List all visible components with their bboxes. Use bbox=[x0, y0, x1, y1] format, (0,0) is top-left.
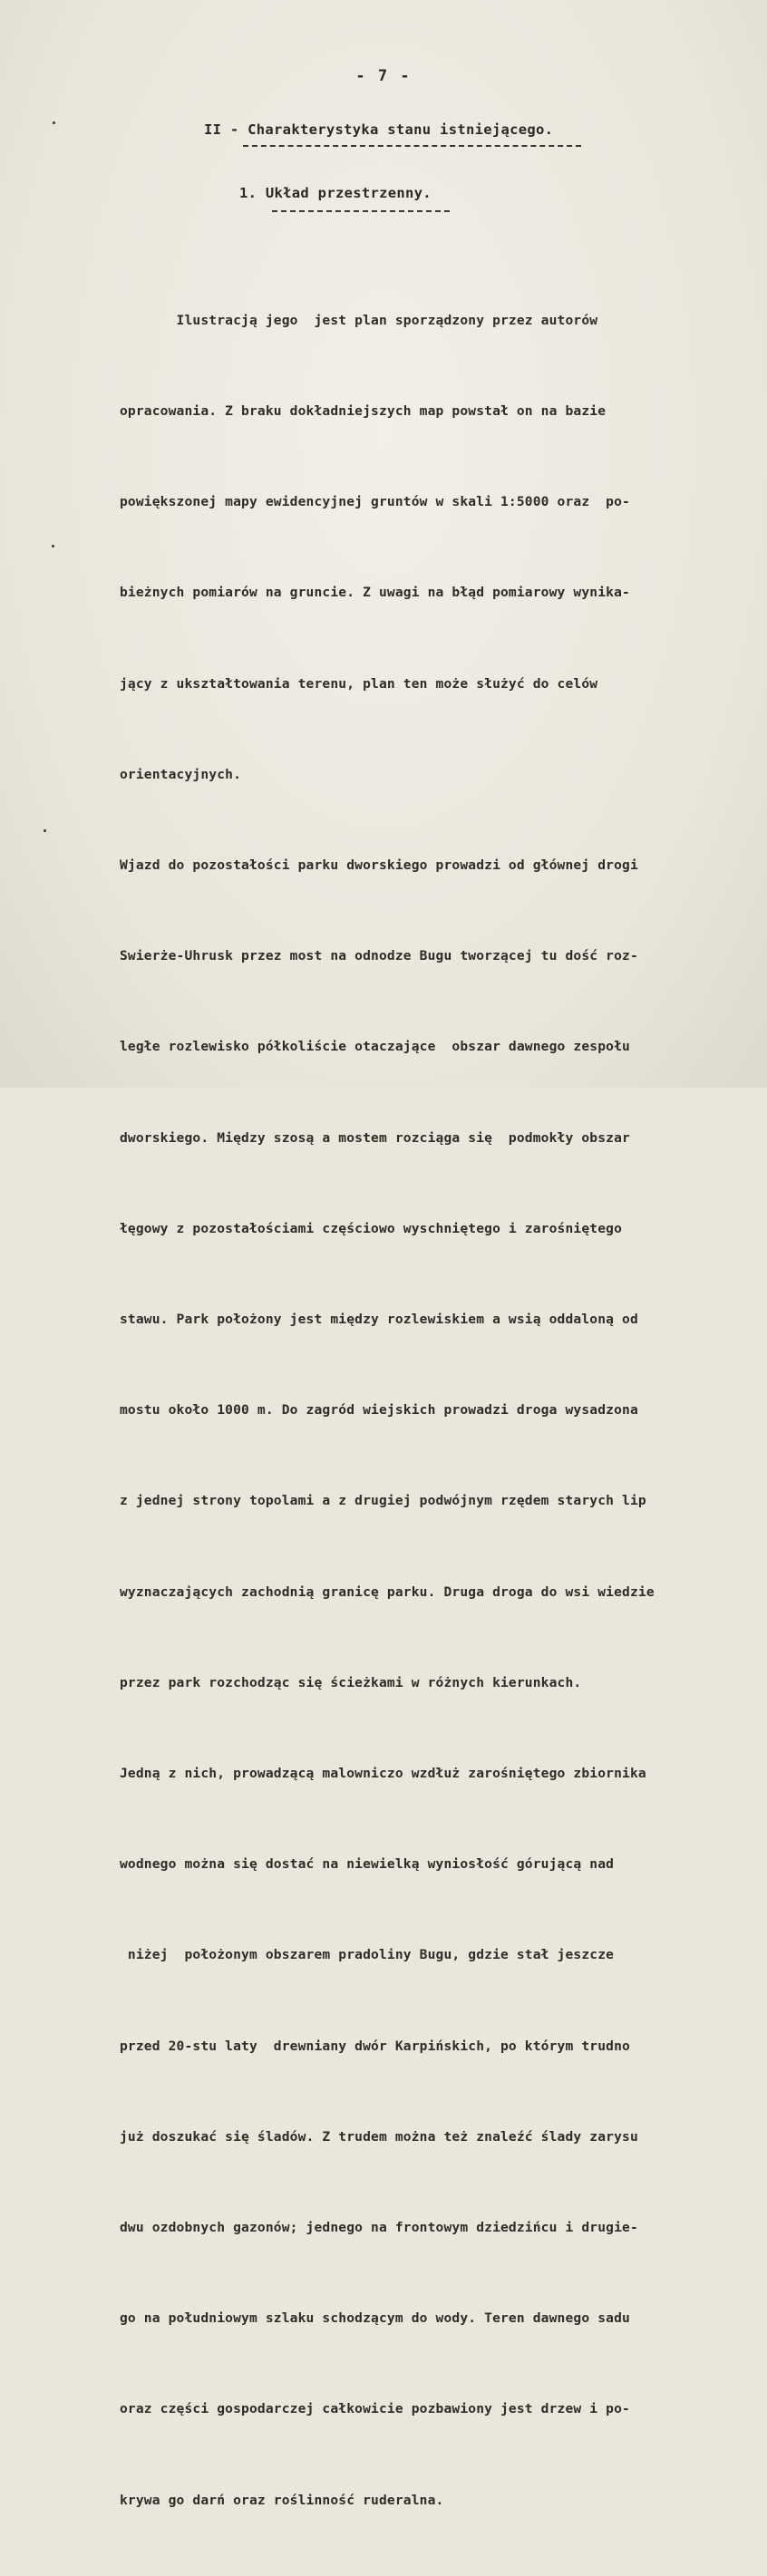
text-line: ległe rozlewisko półkoliście otaczające obszar dawnego zespołu bbox=[120, 1039, 630, 1055]
subsection-heading: 1. Układ przestrzenny. bbox=[239, 185, 432, 201]
text-line: przez park rozchodząc się ścieżkami w różnych kierunkach. bbox=[120, 1674, 582, 1690]
text-line: dworskiego. Między szosą a mostem rozciąga się podmokły obszar bbox=[120, 1129, 630, 1146]
subheading-underline bbox=[272, 210, 450, 212]
section-heading: II - Charakterystyka stanu istniejącego. bbox=[204, 121, 554, 138]
margin-mark bbox=[53, 121, 55, 124]
page-number: - 7 - bbox=[355, 67, 412, 85]
text-line: już doszukać się śladów. Z trudem można też znaleźć ślady zarysu bbox=[120, 2128, 638, 2145]
body-text bbox=[120, 245, 745, 2576]
text-line: wodnego można się dostać na niewielką wyniosłość górującą nad bbox=[120, 1856, 615, 1873]
text-line: z jednej strony topolami a z drugiej podwójnym rzędem starych lip bbox=[120, 1493, 646, 1509]
text-line: Ilustracją jego jest plan sporządzony przez autorów bbox=[120, 312, 598, 328]
text-line: mostu około 1000 m. Do zagród wiejskich prowadzi droga wysadzona bbox=[120, 1402, 638, 1419]
text-line: go na południowym szlaku schodzącym do wody. Teren dawnego sadu bbox=[120, 2310, 630, 2327]
text-line: opracowania. Z braku dokładniejszych map powstał on na bazie bbox=[120, 403, 607, 420]
heading-underline bbox=[243, 145, 581, 147]
text-line: dwu ozdobnych gazonów; jednego na frontowym dziedzińcu i drugie- bbox=[120, 2220, 638, 2236]
text-line: oraz części gospodarczej całkowicie pozbawiony jest drzew i po- bbox=[120, 2401, 630, 2417]
text-line: przed 20-stu laty drewniany dwór Karpińskich, po którym trudno bbox=[120, 2038, 630, 2054]
text-line: niżej położonym obszarem pradoliny Bugu, gdzie stał jeszcze bbox=[120, 1947, 615, 1963]
margin-mark bbox=[52, 545, 54, 547]
text-line: wyznaczających zachodnią granicę parku. Druga droga do wsi wiedzie bbox=[120, 1583, 655, 1600]
text-line: Swierże-Uhrusk przez most na odnodze Bugu tworzącej tu dość roz- bbox=[120, 948, 638, 964]
text-line: Jedną z nich, prowadzącą malowniczo wzdłuż zarośniętego zbiornika bbox=[120, 1766, 646, 1782]
text-line: orientacyjnych. bbox=[120, 766, 242, 782]
text-line: łęgowy z pozostałościami częściowo wyschniętego i zarośniętego bbox=[120, 1220, 623, 1236]
text-line: powiększonej mapy ewidencyjnej gruntów w skali 1:5000 oraz po- bbox=[120, 494, 630, 510]
margin-mark bbox=[44, 829, 46, 832]
text-line: jący z ukształtowania terenu, plan ten może służyć do celów bbox=[120, 675, 598, 692]
text-line: krywa go darń oraz roślinność ruderalna. bbox=[120, 2492, 444, 2508]
text-line: stawu. Park położony jest między rozlewiskiem a wsią oddaloną od bbox=[120, 1312, 638, 1328]
text-line: Wjazd do pozostałości parku dworskiego prowadzi od głównej drogi bbox=[120, 857, 638, 874]
text-line: bieżnych pomiarów na gruncie. Z uwagi na błąd pomiarowy wynika- bbox=[120, 585, 630, 601]
